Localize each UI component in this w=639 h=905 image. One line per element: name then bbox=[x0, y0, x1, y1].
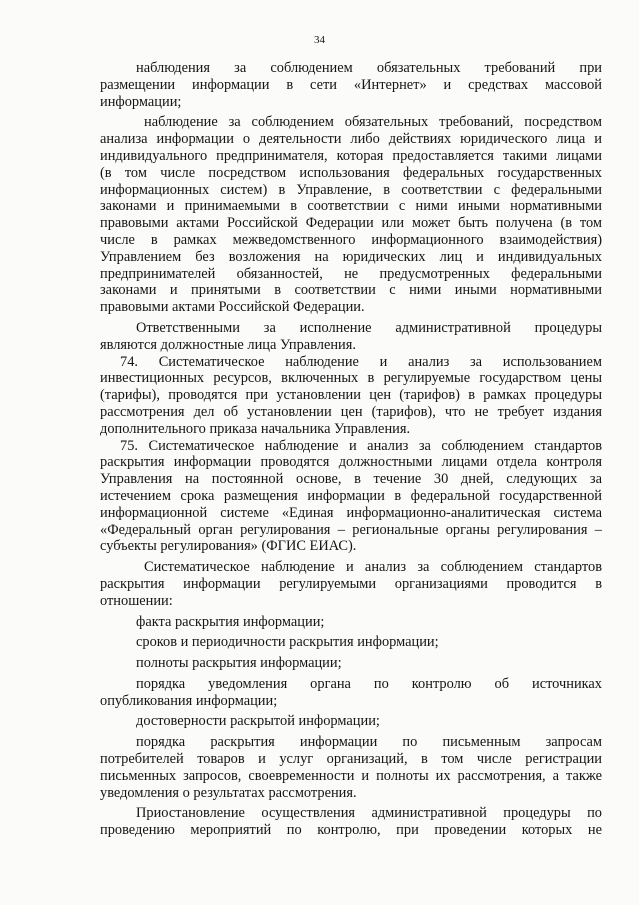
list-item-written-requests bbox=[100, 734, 602, 801]
document-body bbox=[100, 60, 602, 839]
text-line: потребителей товаров и услуг организаций, в том числе регистрации bbox=[100, 751, 602, 768]
text-line: порядка раскрытия информации по письменным запросам bbox=[136, 734, 602, 751]
text-line: наблюдение за соблюдением обязательных требований, посредством bbox=[144, 114, 602, 131]
paragraph-suspension bbox=[100, 805, 602, 839]
text-line: отношении: bbox=[100, 592, 173, 609]
text-line: письменных запросов, своевременности и полноты их рассмотрения, а также bbox=[100, 767, 602, 784]
text-line: числе в рамках межведомственного информационного взаимодействия) bbox=[100, 231, 602, 248]
text-line: «Федеральный орган регулирования – региональные органы регулирования – bbox=[100, 521, 602, 538]
text-line: анализа информации о деятельности либо действиях юридического лица и bbox=[100, 131, 602, 148]
page-number: 34 bbox=[314, 34, 325, 46]
text-line: предпринимателей обязанностей, не предусмотренных федеральными bbox=[100, 265, 602, 282]
text-line: Управлением без возложения на юридических лиц и индивидуальных bbox=[100, 248, 602, 265]
text-line: наблюдения за соблюдением обязательных требований при bbox=[136, 60, 602, 76]
text-line: информации; bbox=[100, 93, 182, 110]
text-line: Приостановление осуществления административной процедуры по bbox=[136, 805, 602, 822]
text-line: размещении информации в сети «Интернет» и средствах массовой bbox=[100, 76, 602, 93]
text-line: правовыми актами Российской Федерации. bbox=[100, 299, 365, 316]
paragraph-observation-media bbox=[100, 60, 602, 110]
text-line: 74. Систематическое наблюдение и анализ за использованием bbox=[120, 353, 602, 370]
text-line: информационной системе «Единая информационно-аналитическая система bbox=[100, 504, 602, 521]
paragraph-item-75 bbox=[100, 438, 602, 556]
paragraph-responsible bbox=[100, 320, 602, 354]
text-line: инвестиционных ресурсов, включенных в регулируемые государством цены bbox=[100, 370, 602, 387]
text-line: являются должностные лица Управления. bbox=[100, 336, 356, 353]
text-line: дополнительного приказа начальника Управления. bbox=[100, 420, 411, 437]
text-line: информационных систем) в Управление, в соответствии с федеральными bbox=[100, 181, 602, 198]
text-line: Ответственными за исполнение административной процедуры bbox=[136, 319, 602, 336]
text-line: 75. Систематическое наблюдение и анализ за соблюдением стандартов bbox=[120, 437, 602, 454]
text-line: законами и принимаемыми в соответствии с ними иными нормативными bbox=[100, 198, 602, 215]
text-line: опубликования информации; bbox=[100, 692, 278, 709]
paragraph-observation-analysis bbox=[100, 114, 602, 316]
paragraph-disclosure-standards bbox=[100, 559, 602, 609]
text-line: Систематическое наблюдение и анализ за соблюдением стандартов bbox=[144, 559, 602, 576]
text-line: Управления на постоянной основе, в течение 30 дней, следующих за bbox=[100, 471, 602, 488]
text-line: законами и принятыми в соответствии с ними иными нормативными bbox=[100, 282, 602, 299]
list-item: достоверности раскрытой информации; bbox=[136, 713, 380, 730]
text-line: (в том числе посредством использования федеральных государственных bbox=[100, 164, 602, 181]
paragraph-item-74 bbox=[100, 354, 602, 438]
text-line: порядка уведомления органа по контролю об источниках bbox=[136, 675, 602, 692]
text-line: проведению мероприятий по контролю, при проведении которых не bbox=[100, 822, 602, 839]
list-item-notification-order bbox=[100, 676, 602, 710]
list-item: факта раскрытия информации; bbox=[136, 613, 325, 630]
text-line: субъекты регулирования» (ФГИС ЕИАС). bbox=[100, 538, 357, 555]
text-line: рассмотрения дел об установлении цен (тарифов), что не требует издания bbox=[100, 403, 602, 420]
list-item: сроков и периодичности раскрытия информации; bbox=[136, 634, 439, 651]
text-line: истечением срока размещения информации в федеральной государственной bbox=[100, 487, 602, 504]
list-item: полноты раскрытия информации; bbox=[136, 655, 342, 672]
text-line: индивидуального предпринимателя, которая предоставляется такими лицами bbox=[100, 147, 602, 164]
text-line: раскрытия информации регулируемыми организациями проводится в bbox=[100, 575, 602, 592]
text-line: уведомления о результатах рассмотрения. bbox=[100, 784, 357, 801]
text-line: раскрытия информации проводятся должностными лицами отдела контроля bbox=[100, 454, 602, 471]
text-line: (тарифы), проводятся при установлении цен (тарифов) в рамках процедуры bbox=[100, 387, 602, 404]
text-line: правовыми актами Российской Федерации или может быть получена (в том bbox=[100, 215, 602, 232]
